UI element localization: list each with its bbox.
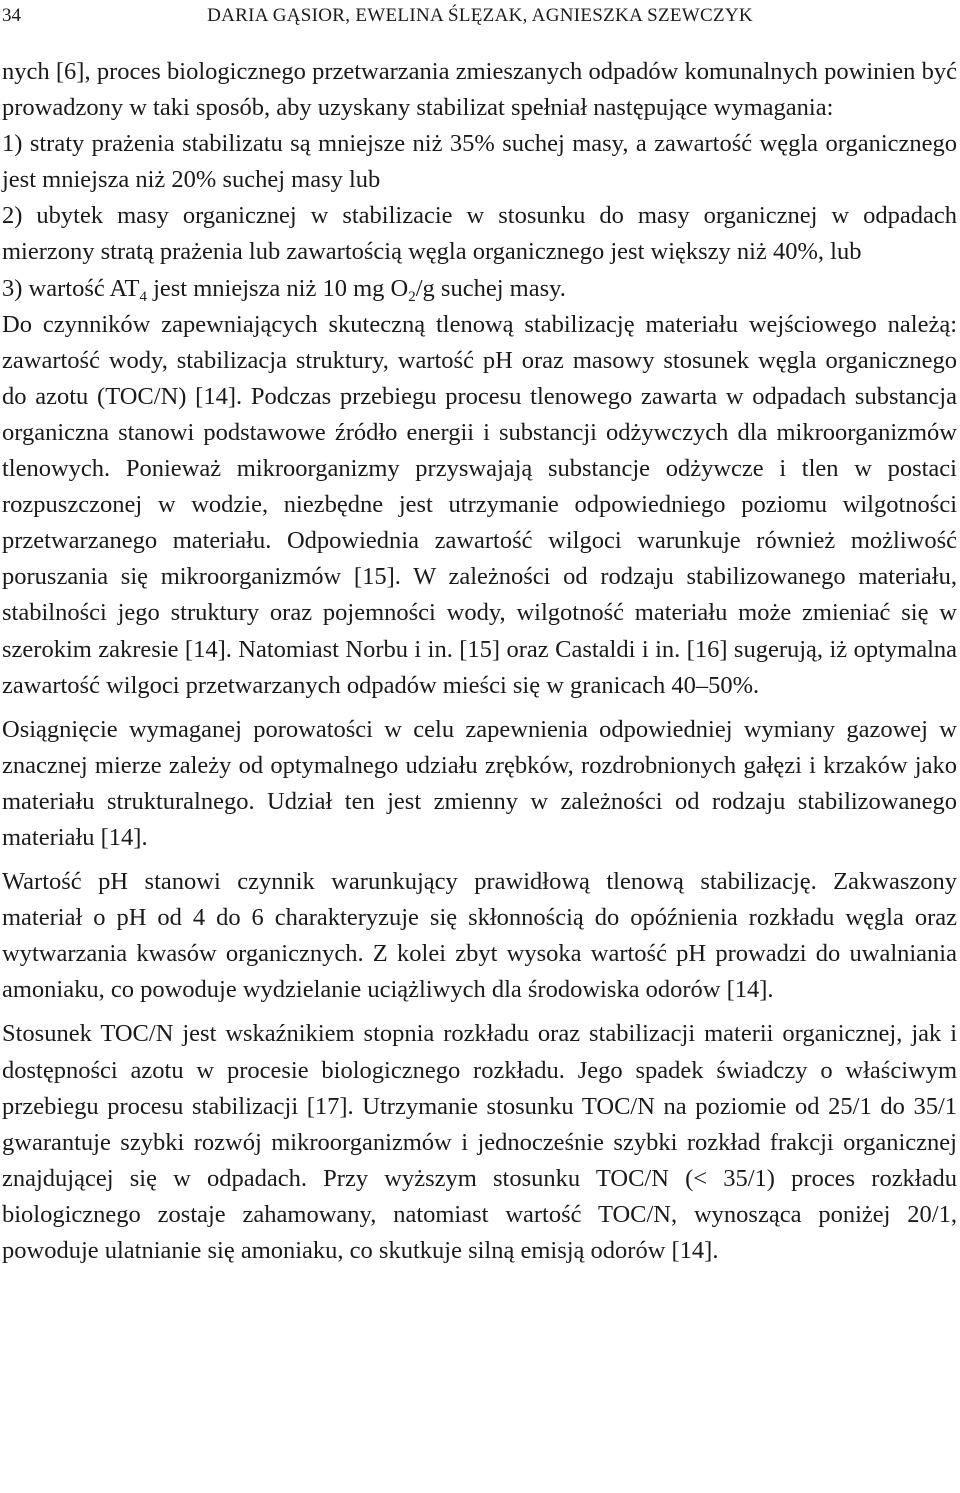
intro-paragraph: nych [6], proces biologicznego przetwarzania zmieszanych odpadów komunalnych powinien być prowadzony w taki sposób, aby uzyskany stabilizat spełniał następujące wymagania: <box>2 58 957 122</box>
requirement-item-2: 2) ubytek masy organicznej w stabilizacie w stosunku do masy organicznej w odpadach mierzony stratą prażenia lub zawartością węgla organicznego jest większy niż 40%, lub <box>2 202 957 266</box>
paragraph-ph: Wartość pH stanowi czynnik warunkujący prawidłową tlenową stabilizację. Zakwaszony materiał o pH od 4 do 6 charakteryzuje się skłonnością do opóźnienia rozkładu węgla oraz wytwarzania kwasów organicznych. Z kolei zbyt wysoka wartość pH prowadzi do uwalniania amoniaku, co powoduje wydzielanie uciążliwych dla środowiska odorów [14]. <box>2 868 957 1004</box>
paragraph-toc-n: Stosunek TOC/N jest wskaźnikiem stopnia rozkładu oraz stabilizacji materii organicznej, jak i dostępności azotu w procesie biologicznego rozkładu. Jego spadek świadczy o właściwym przebiegu procesu stabilizacji [17]. Utrzymanie stosunku TOC/N na poziomie od 25/1 do 35/1 gwarantuje szybki rozwój mikroorganizmów i jednocześnie szybki rozkład frakcji organicznej znajdującej się w odpadach. Przy wyższym stosunku TOC/N (< 35/1) proces rozkładu biologicznego zostaje zahamowany, natomiast wartość TOC/N, wynosząca poniżej 20/1, powoduje ulatnianie się amoniaku, co skutkuje silną emisją odorów [14]. <box>2 1020 957 1264</box>
item3-text-part3: /g suchej masy. <box>415 274 566 302</box>
paragraph-factors: Do czynników zapewniających skuteczną tlenową stabilizację materiału wejściowego należą: zawartość wody, stabilizacja struktury, wartość pH oraz masowy stosunek węgla organicznego do azotu (TOC/N) [14]. Podczas przebiegu procesu tlenowego zawarta w odpadach substancja organiczna stanowi podstawowe źródło energii i substancji odżywczych dla mikroorganizmów tlenowych. Ponieważ mikroorganizmy przyswajają substancje odżywcze i tlen w postaci rozpuszczonej w wodzie, niezbędne jest utrzymanie odpowiedniego poziomu wilgotności przetwarzanego materiału. Odpowiednia zawartość wilgoci warunkuje również możliwość poruszania się mikroorganizmów [15]. W zależności od rodzaju stabilizowanego materiału, stabilności jego struktury oraz pojemności wody, wilgotność materiału może zmieniać się w szerokim zakresie [14]. Natomiast Norbu i in. [15] oraz Castaldi i in. [16] sugerują, iż optymalna zawartość wilgoci przetwarzanych odpadów mieści się w granicach 40–50%. <box>2 310 957 699</box>
item3-text-part2: jest mniejsza niż 10 mg O <box>146 274 409 302</box>
item3-subscript-4: 4 <box>139 288 147 305</box>
running-head-authors: DARIA GĄSIOR, EWELINA ŚLĘZAK, AGNIESZKA SZEWCZYK <box>207 5 753 26</box>
item3-subscript-2: 2 <box>408 288 416 305</box>
requirement-item-3 <box>2 271 957 307</box>
page-number: 34 <box>2 5 21 26</box>
item3-text-part1: 3) wartość AT <box>2 274 140 302</box>
requirement-item-1: 1) straty prażenia stabilizatu są mniejsze niż 35% suchej masy, a zawartość węgla organicznego jest mniejsza niż 20% suchej masy lub <box>2 130 957 194</box>
page-header <box>0 0 960 32</box>
paragraph-porosity: Osiągnięcie wymaganej porowatości w celu zapewnienia odpowiedniej wymiany gazowej w znacznej mierze zależy od optymalnego udziału zrębków, rozdrobnionych gałęzi i krzaków jako materiału strukturalnego. Udział ten jest zmienny w zależności od rodzaju stabilizowanego materiału [14]. <box>2 715 957 851</box>
body-text <box>2 54 957 1269</box>
